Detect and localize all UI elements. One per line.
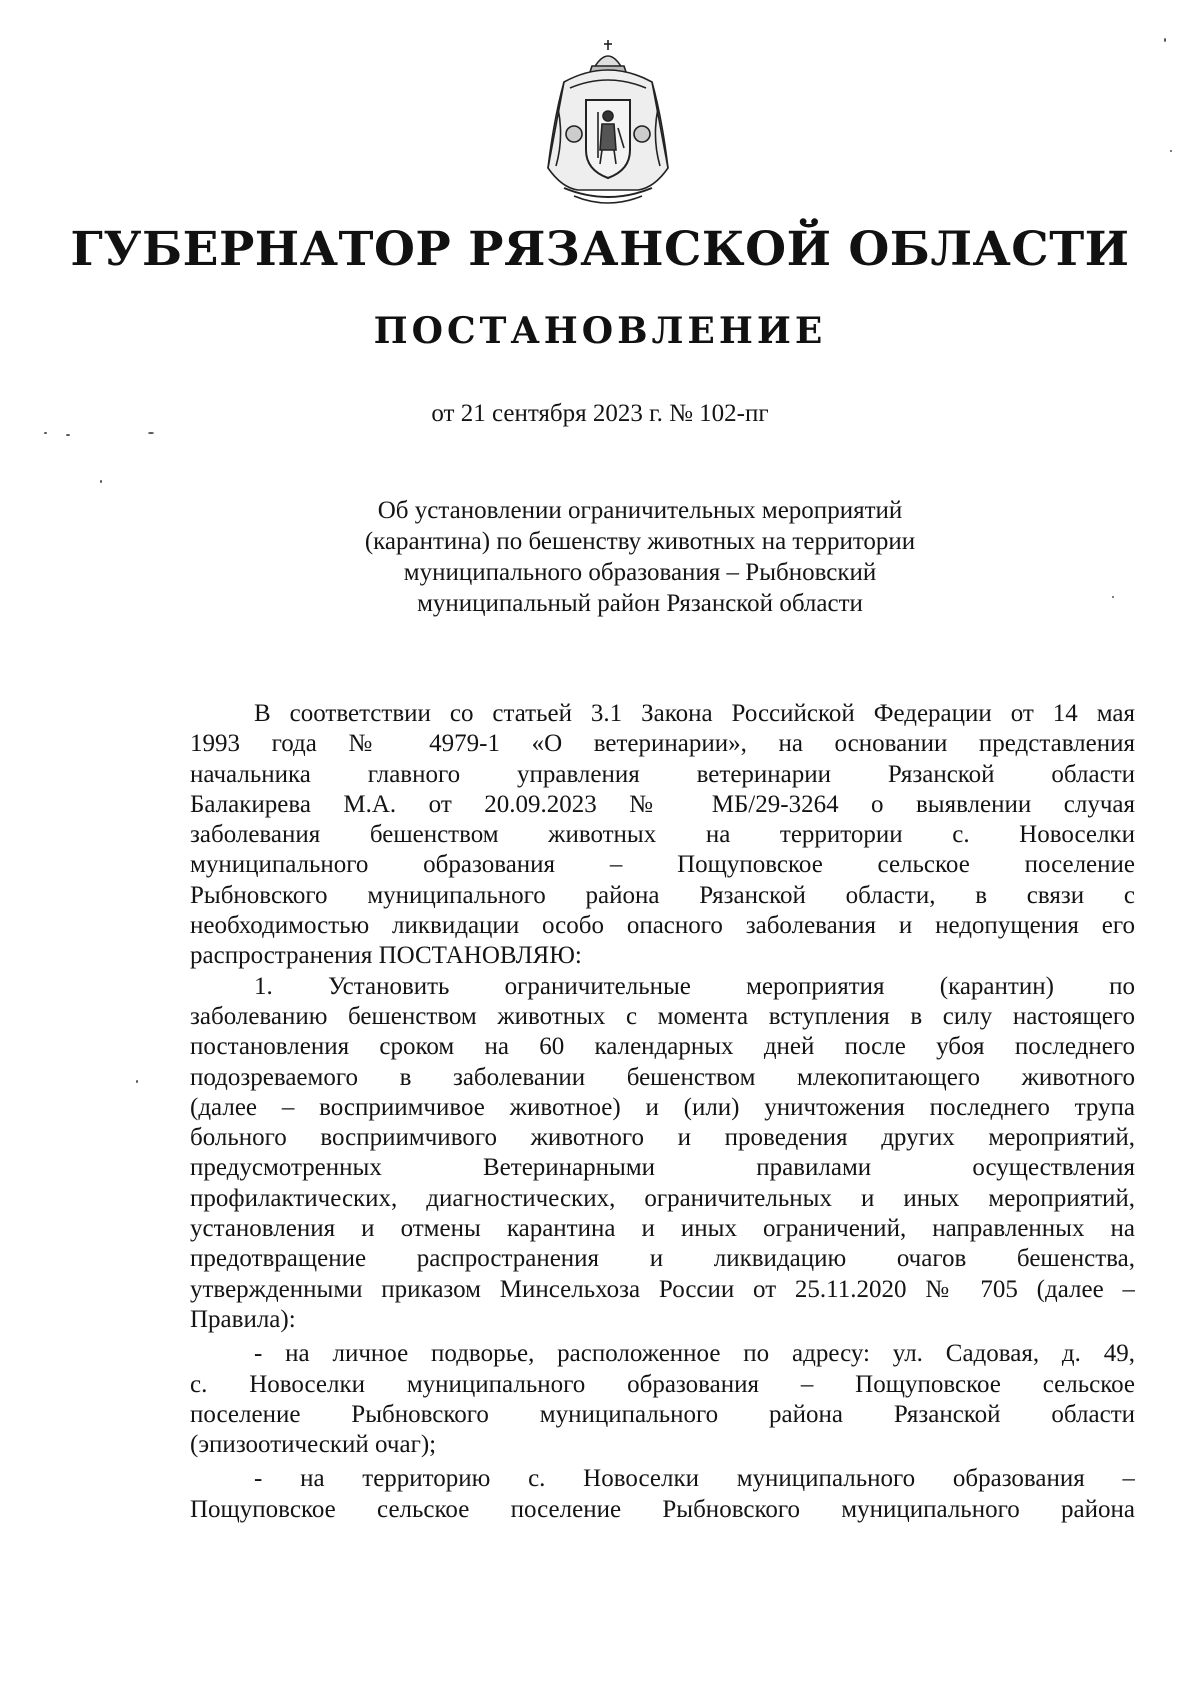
body-line: необходимостью ликвидации особо опасного заболевания и недопущения его [190, 912, 1135, 940]
body-line: с. Новоселки муниципального образования – Пощуповское сельское [190, 1370, 1135, 1398]
body-line: заболеванию бешенством животных с момента вступления в силу настоящего [190, 1002, 1135, 1030]
body-line: заболевания бешенством животных на территории с. Новоселки [190, 821, 1135, 849]
body-line: начальника главного управления ветеринарии Рязанской области [190, 760, 1135, 788]
body-line: (далее – восприимчивое животное) и (или) уничтожения последнего трупа [190, 1093, 1135, 1121]
governor-title: ГУБЕРНАТОР РЯЗАНСКОЙ ОБЛАСТИ [70, 222, 1130, 277]
body-line: муниципального образования – Пощуповское сельское поселение [190, 851, 1135, 879]
body-line: утвержденными приказом Минсельхоза России от 25.11.2020 № 705 (далее – [190, 1275, 1135, 1303]
subject-line: (карантина) по бешенству животных на территории [364, 528, 916, 555]
scan-speck [136, 1080, 138, 1083]
body-line: подозреваемого в заболевании бешенством млекопитающего животного [190, 1063, 1135, 1091]
body-line: профилактических, диагностических, ограничительных и иных мероприятий, [190, 1184, 1135, 1212]
body-line: постановления сроком на 60 календарных дней после убоя последнего [190, 1033, 1135, 1061]
document-date-number: от 21 сентября 2023 г. № 102-пг [431, 400, 769, 427]
body-line: предотвращение распространения и ликвидацию очагов бешенства, [190, 1245, 1135, 1273]
body-line: больного восприимчивого животного и проведения других мероприятий, [190, 1124, 1135, 1152]
subject-line: Об установлении ограничительных мероприятий [377, 497, 903, 524]
subject-line: муниципальный район Рязанской области [417, 590, 863, 617]
scan-speck [1112, 596, 1114, 598]
body-line: Рыбновского муниципального района Рязанской области, в связи с [190, 881, 1135, 909]
body-line: В соответствии со статьей 3.1 Закона Российской Федерации от 14 мая [254, 700, 1135, 727]
scan-speck [1164, 38, 1166, 42]
body-line: Пощуповское сельское поселение Рыбновского муниципального района [190, 1495, 1135, 1523]
body-line: 1993 года № 4979-1 «О ветеринарии», на основании представления [190, 730, 1135, 758]
body-line: поселение Рыбновского муниципального района Рязанской области [190, 1400, 1135, 1428]
document-type: ПОСТАНОВЛЕНИЕ [373, 310, 827, 352]
body-line: предусмотренных Ветеринарными правилами осуществления [190, 1154, 1135, 1182]
scan-speck [148, 432, 154, 434]
body-line: - на территорию с. Новоселки муниципального образования – [254, 1465, 1135, 1493]
body-line: - на личное подворье, расположенное по адресу: ул. Садовая, д. 49, [254, 1340, 1135, 1368]
body-line: установления и отмены карантина и иных ограничений, направленных на [190, 1215, 1135, 1243]
document-body [190, 699, 1135, 1525]
body-line: 1. Установить ограничительные мероприятия (карантин) по [254, 972, 1135, 1000]
body-line: Балакирева М.А. от 20.09.2023 № МБ/29-3264 о выявлении случая [190, 790, 1135, 818]
scan-speck [1170, 150, 1172, 152]
body-line: Правила): [190, 1305, 296, 1333]
scan-speck [66, 434, 70, 436]
scan-speck [100, 480, 102, 483]
body-line: (эпизоотический очаг); [190, 1431, 437, 1459]
document-subject [330, 495, 950, 619]
coat-of-arms-emblem [534, 38, 682, 210]
scan-speck [44, 432, 47, 434]
body-line: распространения ПОСТАНОВЛЯЮ: [190, 942, 582, 970]
subject-line: муниципального образования – Рыбновский [403, 559, 877, 586]
